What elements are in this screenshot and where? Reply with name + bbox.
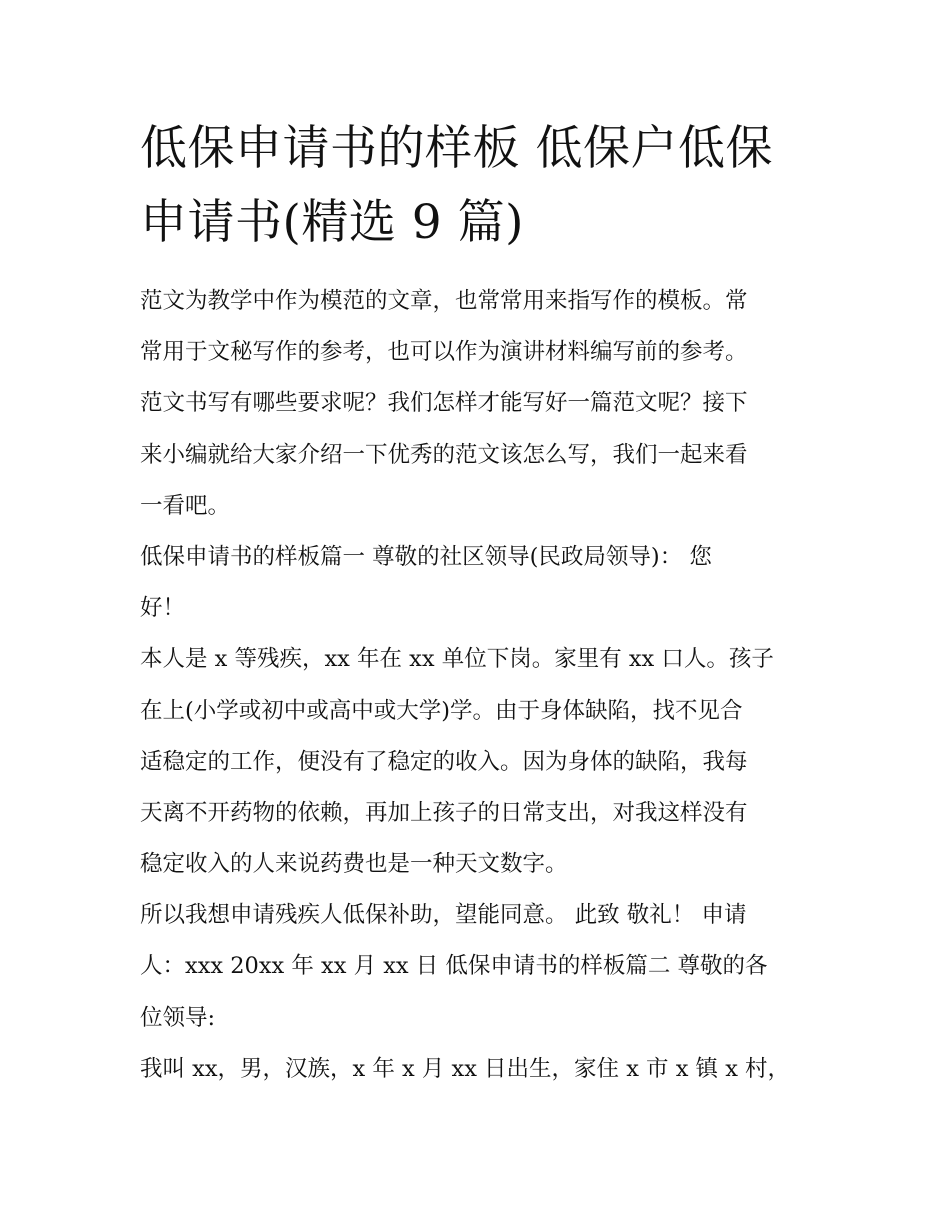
paragraph-situation	[140, 634, 820, 890]
document-title	[140, 112, 820, 260]
text-line: 在上(小学或初中或高中或大学)学。由于身体缺陷，找不见合	[140, 697, 743, 724]
text-line: 一看吧。	[140, 492, 231, 519]
paragraph-greeting	[140, 532, 820, 634]
text-line: 位领导:	[140, 1004, 216, 1031]
text-line: 好！	[140, 595, 186, 622]
text-line: 所以我想申请残疾人低保补助，望能同意。 此致 敬礼！ 申请	[140, 902, 747, 929]
text-line: 范文书写有哪些要求呢？我们怎样才能写好一篇范文呢？接下	[140, 390, 748, 417]
title-line-2: 申请书(精选 9 篇)	[140, 195, 524, 250]
paragraph-sample-two	[140, 1044, 820, 1095]
text-line: 人：xxx 20xx 年 xx 月 xx 日 低保申请书的样板篇二 尊敬的各	[140, 953, 768, 980]
text-line: 本人是 x 等残疾，xx 年在 xx 单位下岗。家里有 xx 口人。孩子	[140, 646, 774, 673]
text-line: 范文为教学中作为模范的文章，也常常用来指写作的模板。常	[140, 288, 748, 314]
text-line: 我叫 xx，男，汉族，x 年 x 月 xx 日出生，家住 x 市 x 镇 x 村，	[140, 1055, 791, 1082]
text-line: 稳定收入的人来说药费也是一种天文数字。	[140, 851, 568, 878]
document-body	[140, 276, 820, 1095]
paragraph-intro	[140, 276, 820, 532]
text-line: 适稳定的工作，便没有了稳定的收入。因为身体的缺陷，我每	[140, 748, 748, 775]
title-line-1: 低保申请书的样板 低保户低保	[140, 121, 773, 176]
text-line: 常用于文秘写作的参考，也可以作为演讲材料编写前的参考。	[140, 339, 748, 366]
text-line: 低保申请书的样板篇一 尊敬的社区领导(民政局领导)： 您	[140, 543, 712, 570]
text-line: 天离不开药物的依赖，再加上孩子的日常支出，对我这样没有	[140, 799, 748, 826]
text-line: 来小编就给大家介绍一下优秀的范文该怎么写，我们一起来看	[140, 441, 748, 468]
paragraph-closing	[140, 890, 820, 1044]
